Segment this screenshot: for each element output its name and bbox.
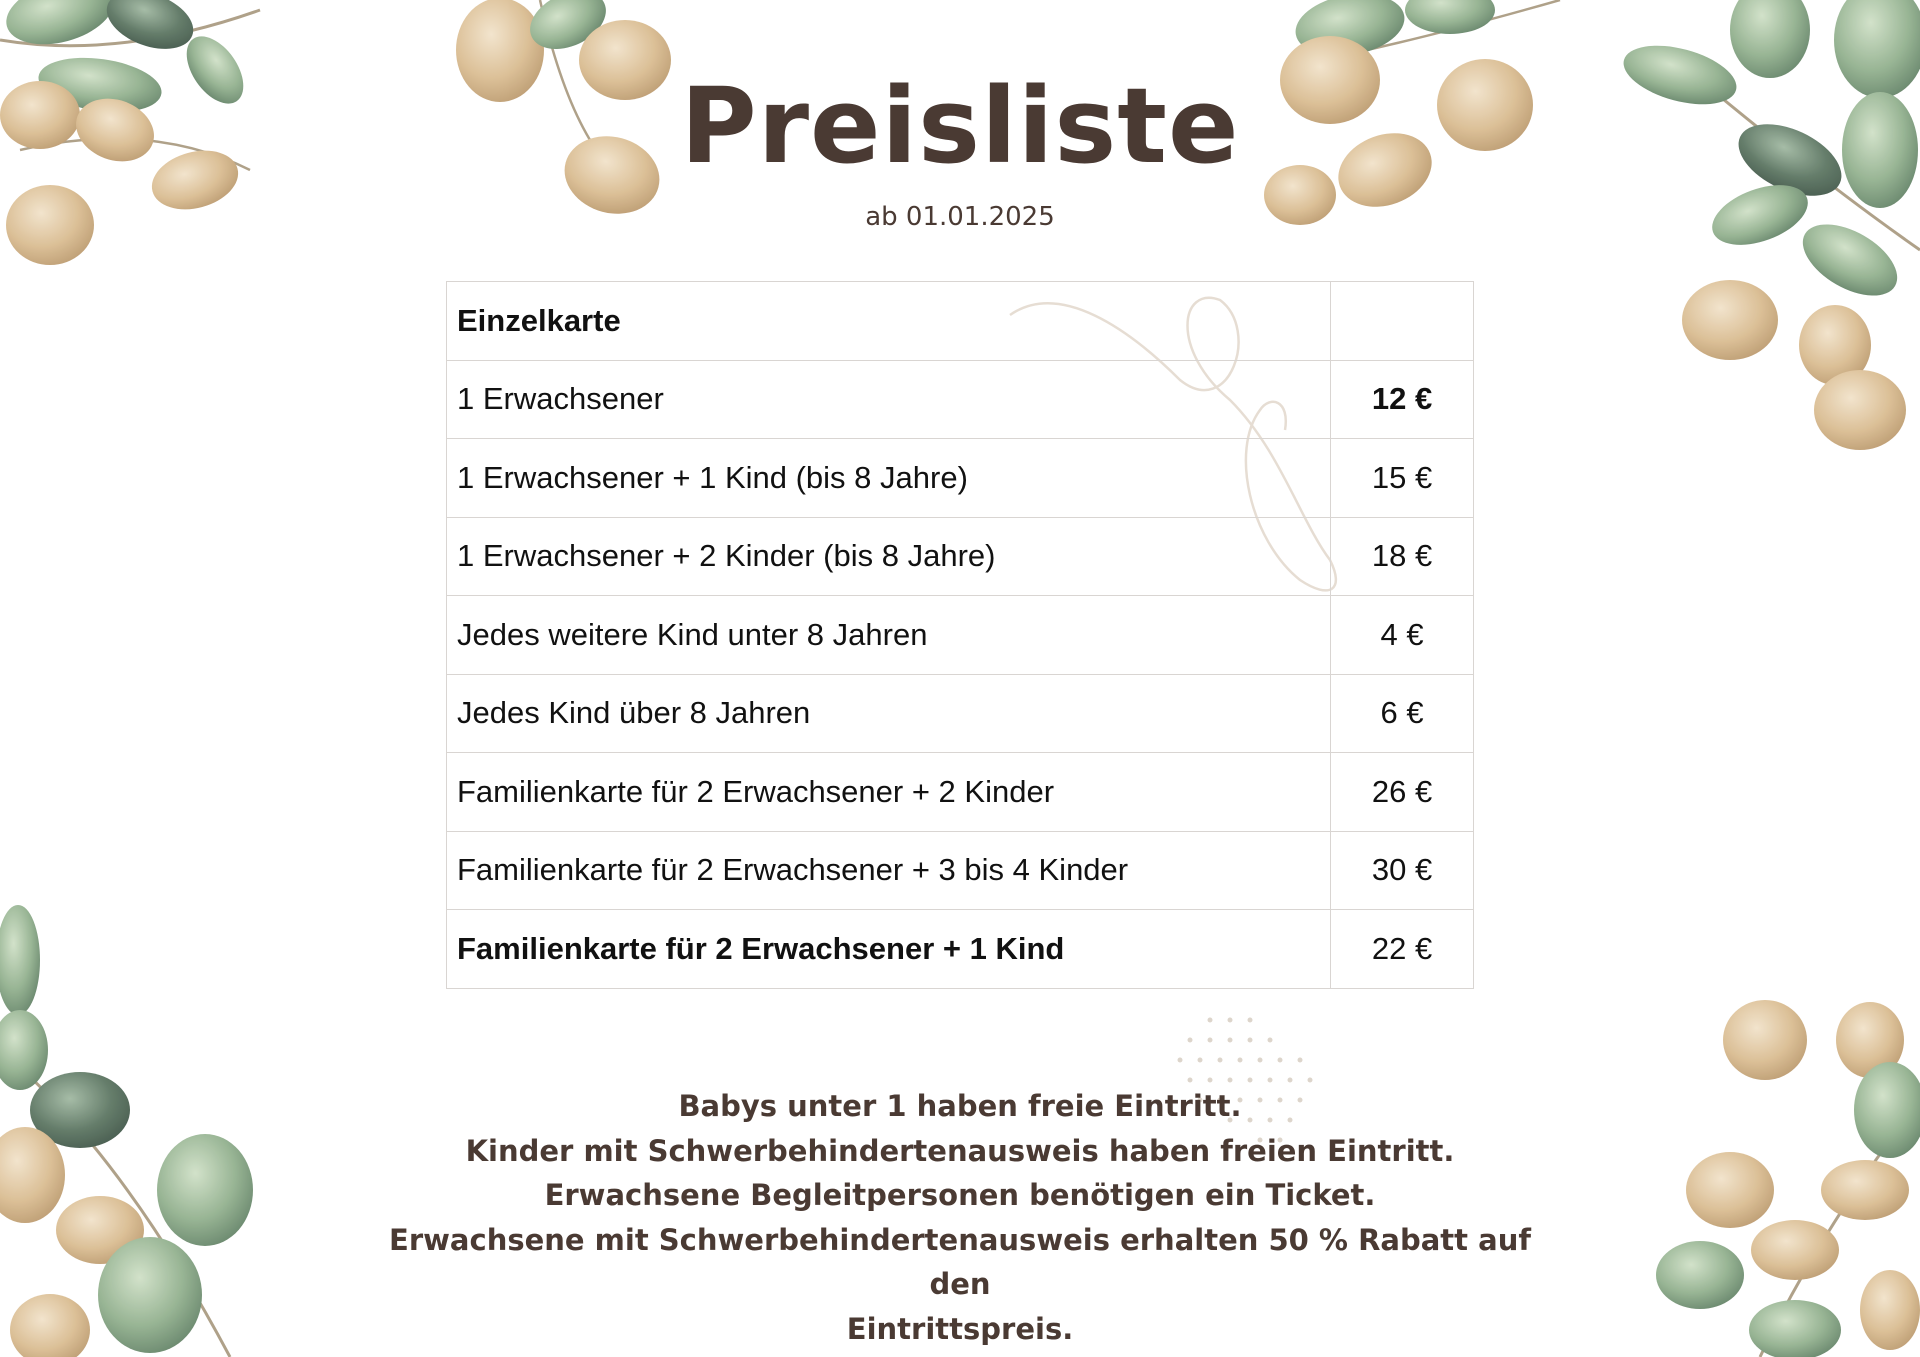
eucalyptus-leaves-bottom-right — [1656, 1000, 1920, 1357]
row-price: 18 € — [1331, 517, 1474, 596]
page-title: Preisliste — [680, 65, 1240, 187]
row-label: Familienkarte für 2 Erwachsener + 3 bis 4 Kinder — [447, 831, 1331, 910]
eucalyptus-leaves-bottom-left — [0, 905, 253, 1357]
note-line: Kinder mit Schwerbehindertenausweis haben freien Eintritt. — [465, 1133, 1455, 1168]
row-price: 15 € — [1331, 439, 1474, 518]
note-line: Erwachsene mit Schwerbehindertenausweis erhalten 50 % Rabatt auf den — [389, 1222, 1531, 1301]
table-row — [447, 674, 1474, 753]
table-row — [447, 517, 1474, 596]
row-label: Jedes Kind über 8 Jahren — [447, 674, 1331, 753]
row-price: 12 € — [1331, 360, 1474, 439]
header-label: Einzelkarte — [447, 282, 1331, 361]
row-price: 30 € — [1331, 831, 1474, 910]
table-header-row — [447, 282, 1474, 361]
row-label: Familienkarte für 2 Erwachsener + 1 Kind — [447, 910, 1331, 989]
row-label: Familienkarte für 2 Erwachsener + 2 Kinder — [447, 753, 1331, 832]
row-price: 26 € — [1331, 753, 1474, 832]
row-label: 1 Erwachsener — [447, 360, 1331, 439]
row-price: 22 € — [1331, 910, 1474, 989]
table-row — [447, 360, 1474, 439]
valid-from-date: ab 01.01.2025 — [865, 202, 1055, 232]
table-row — [447, 596, 1474, 675]
table-row — [447, 910, 1474, 989]
row-price: 4 € — [1331, 596, 1474, 675]
note-line: Eintrittspreis. — [846, 1311, 1074, 1346]
row-label: 1 Erwachsener + 2 Kinder (bis 8 Jahre) — [447, 517, 1331, 596]
note-line: Babys unter 1 haben freie Eintritt. — [678, 1089, 1242, 1123]
header-price — [1331, 282, 1474, 361]
note-line: Erwachsene Begleitpersonen benötigen ein Ticket. — [544, 1178, 1376, 1212]
row-price: 6 € — [1331, 674, 1474, 753]
row-label: 1 Erwachsener + 1 Kind (bis 8 Jahre) — [447, 439, 1331, 518]
price-table — [446, 281, 1474, 989]
table-row — [447, 753, 1474, 832]
table-row — [447, 831, 1474, 910]
row-label: Jedes weitere Kind unter 8 Jahren — [447, 596, 1331, 675]
table-row — [447, 439, 1474, 518]
admission-notes — [380, 1084, 1540, 1351]
